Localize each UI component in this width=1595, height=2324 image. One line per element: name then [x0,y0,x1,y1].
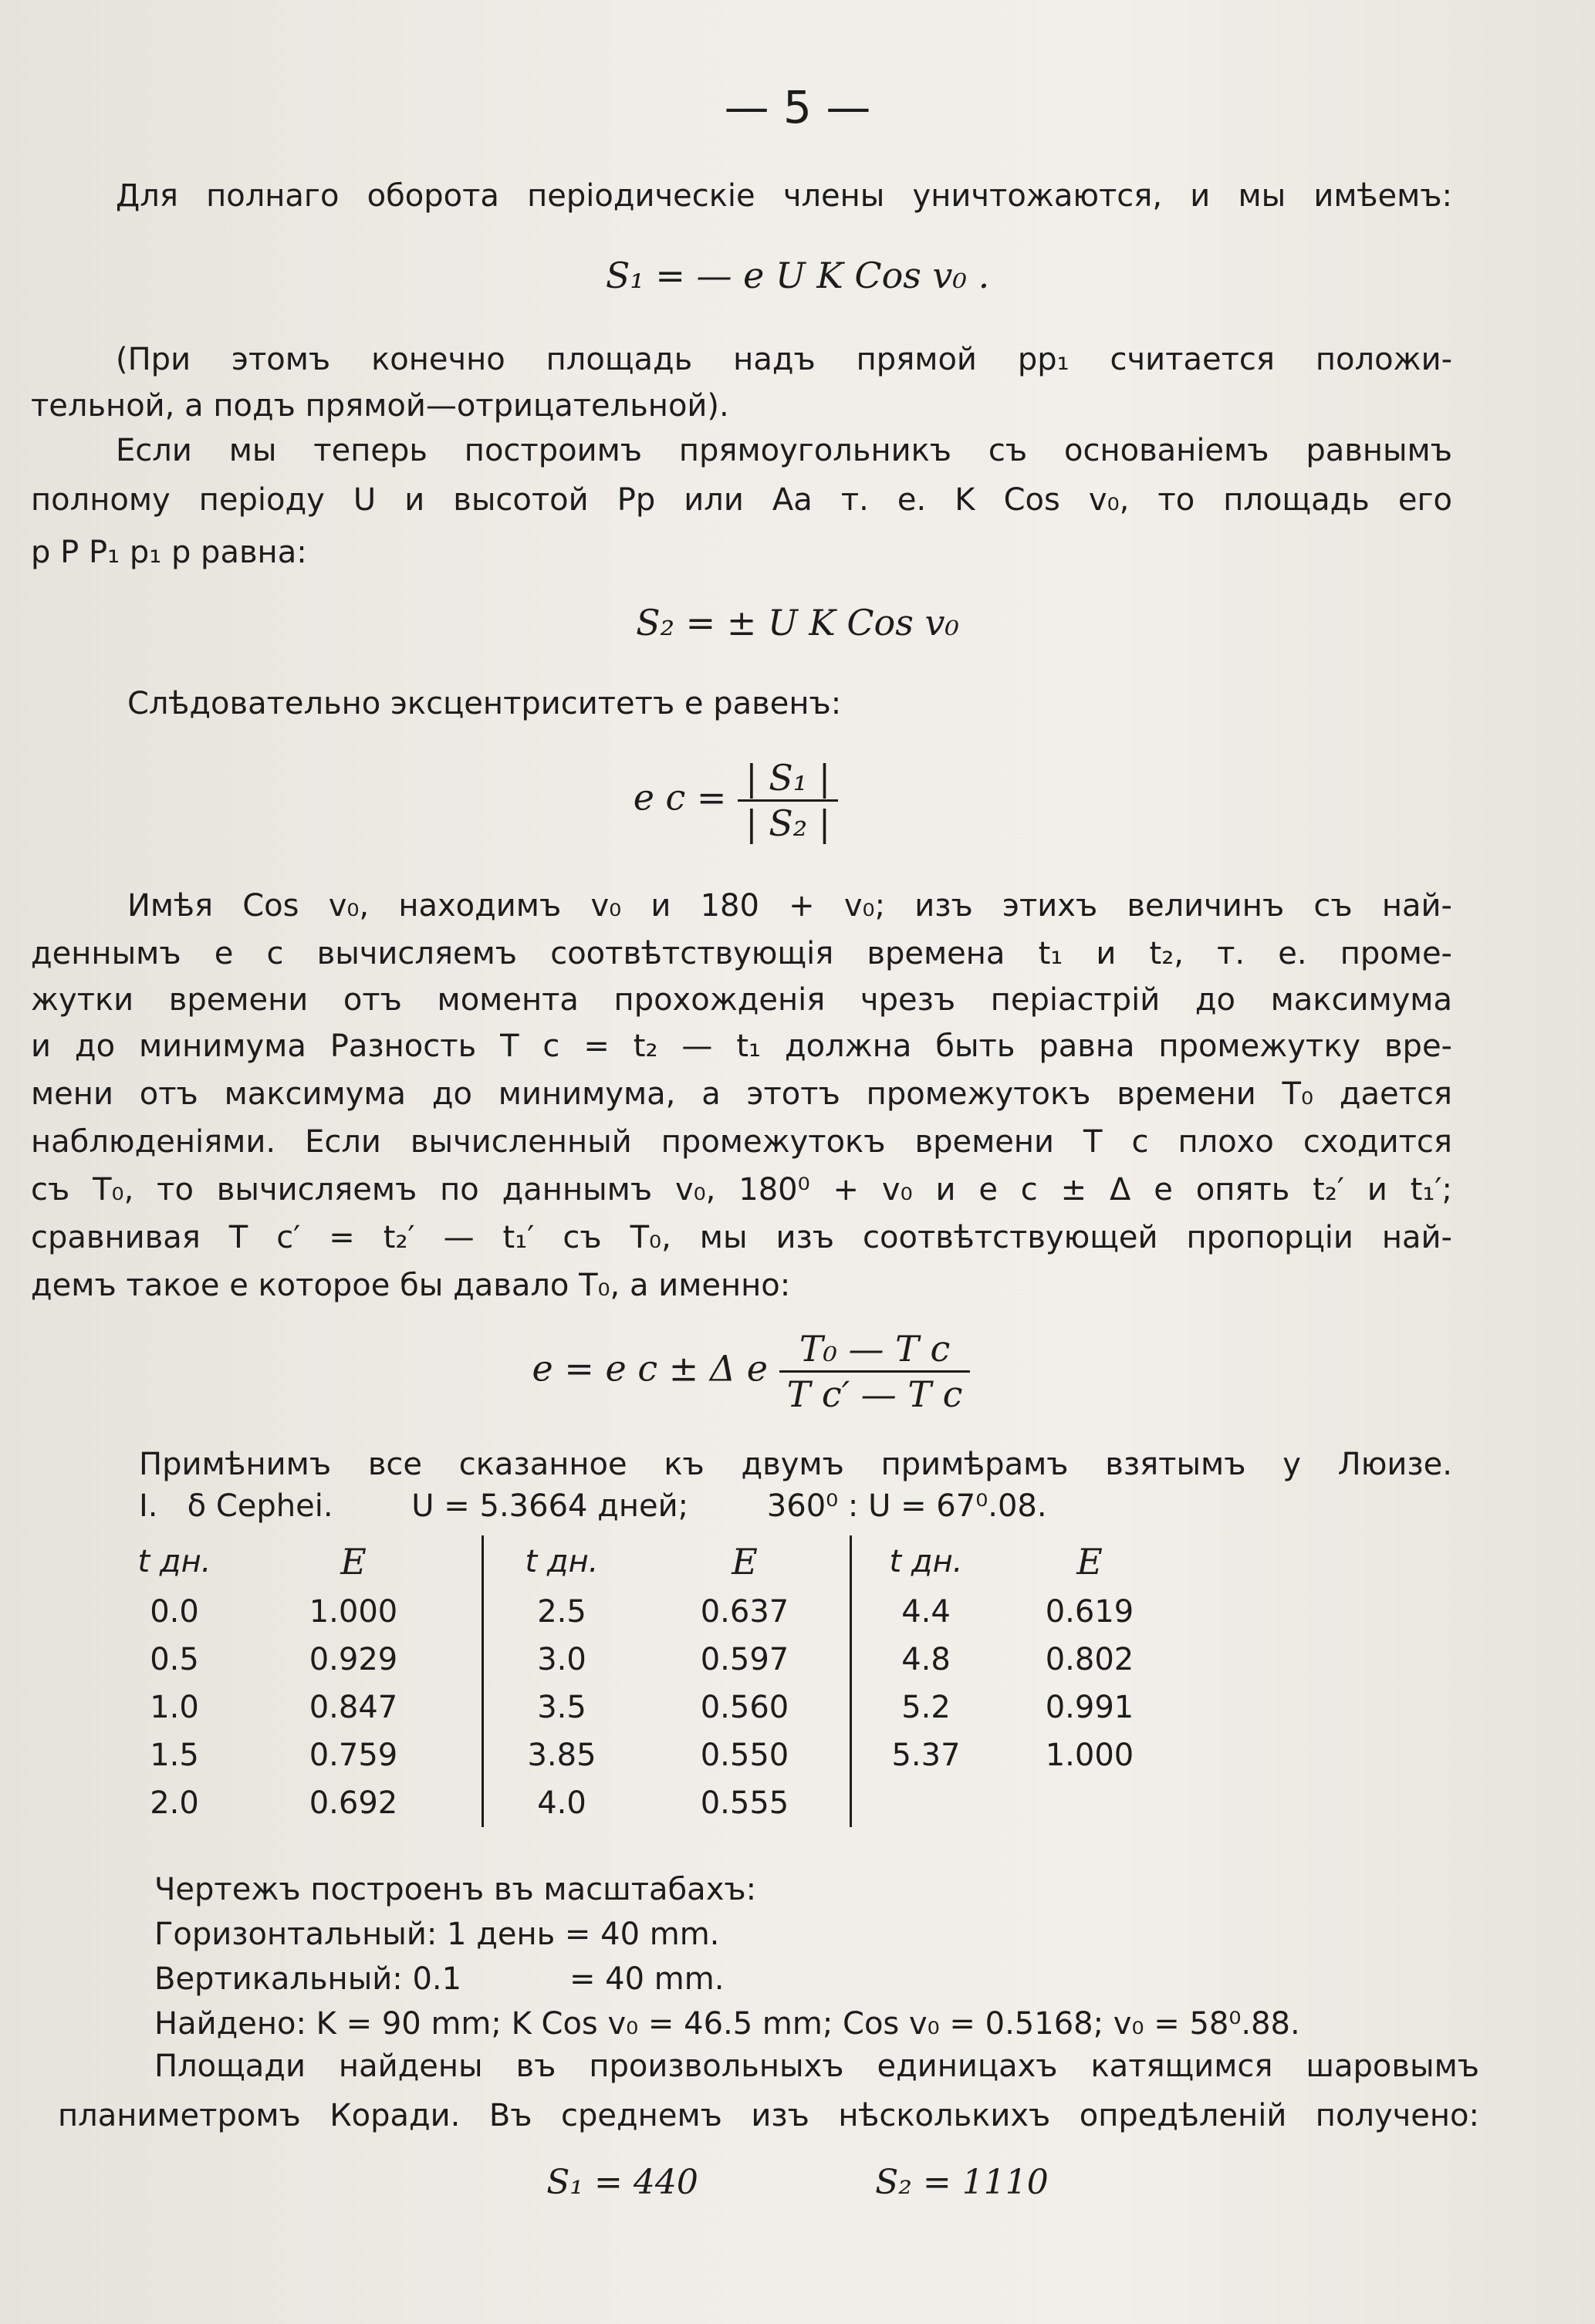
paragraph-line: наблюденіями. Если вычисленный промежутокъ времени T c плохо сходится [31,1124,1452,1160]
table-row [123,1779,1179,1827]
table-cell: 0.619 [1045,1594,1134,1630]
formula-e [0,1327,1549,1416]
paragraph-line: Площади найдены въ произвольныхъ единицахъ катящимся шаровымъ [154,2049,1479,2084]
paragraph-line: Имѣя Cos v₀, находимъ v₀ и 180 + v₀; изъ этихъ величинъ съ най- [127,888,1452,924]
table-cell: 0.560 [700,1690,789,1725]
table-cell: 4.8 [851,1636,1001,1684]
table-cell: 5.37 [851,1731,1001,1779]
formula-ec-left: e c = [633,776,727,819]
result-s2: S₂ = 1110 [875,2163,1049,2202]
table-cell: 0.597 [700,1642,789,1677]
table-cell: 4.4 [851,1588,1001,1636]
table-cell: 0.692 [309,1785,398,1821]
paragraph-line: p P P₁ p₁ p равна: [31,535,307,570]
table-cell: 5.2 [851,1684,1001,1731]
scale-line: Горизонтальный: 1 день = 40 mm. [154,1917,720,1952]
fraction-numerator: | S₁ | [738,756,838,802]
table-row [123,1731,1179,1779]
scale-line: Чертежъ построенъ въ масштабахъ: [154,1872,757,1907]
table-header-row [123,1535,1179,1588]
data-table [123,1535,1179,1827]
fraction [738,756,838,845]
paragraph-line: полному періоду U и высотой Pp или Aa т. е. K Cos v₀, то площадь его [31,482,1452,518]
formula-ec [0,756,1533,845]
paragraph-line: Для полнаго оборота періодическіе члены уничтожаются, и мы имѣемъ: [116,178,1452,214]
table-cell: 0.550 [700,1738,789,1773]
column-header: E [340,1541,367,1583]
result-s1: S₁ = 440 [546,2163,698,2202]
paragraph-line: Примѣнимъ все сказанное къ двумъ примѣрамъ взятымъ у Люизе. [139,1447,1452,1482]
column-header: t дн. [483,1535,640,1588]
table-cell [851,1779,1001,1827]
table-cell: 0.637 [700,1594,789,1630]
column-header: E [1076,1541,1103,1583]
paragraph-line: и до минимума Разность T c = t₂ — t₁ должна быть равна промежутку вре- [31,1029,1452,1064]
table-cell: 0.929 [309,1642,398,1677]
paragraph-line: деннымъ e c вычисляемъ соотвѣтствующія времена t₁ и t₂, т. е. проме- [31,936,1452,971]
table-cell: 1.000 [1045,1738,1134,1773]
fraction-numerator: T₀ — T c [779,1327,971,1373]
paragraph-line: планиметромъ Коради. Въ среднемъ изъ нѣсколькихъ опредѣленій получено: [58,2098,1479,2133]
paragraph-line: сравнивая T c′ = t₂′ — t₁′ съ T₀, мы изъ соотвѣтствующей пропорціи най- [31,1220,1452,1255]
column-header: t дн. [851,1535,1001,1588]
result-areas [0,2160,1595,2202]
page-number: — 5 — [724,81,871,133]
found-values-line: Найдено: K = 90 mm; K Cos v₀ = 46.5 mm; Cos v₀ = 0.5168; v₀ = 58⁰.88. [154,2006,1300,2042]
paragraph-line: (При этомъ конечно площадь надъ прямой pp₁ считается положи- [116,342,1452,377]
paragraph-line: съ T₀, то вычисляемъ по даннымъ v₀, 180⁰ + v₀ и e c ± Δ e опять t₂′ и t₁′; [31,1172,1452,1208]
table-row [123,1588,1179,1636]
formula-e-left: e = e c ± Δ e [532,1347,768,1390]
table-cell: 1.000 [309,1594,398,1630]
table-cell: 0.759 [309,1738,398,1773]
table-cell: 0.0 [150,1594,199,1630]
formula-s1: S₁ = — e U K Cos v₀ . [605,255,990,296]
table-cell: 0.847 [309,1690,398,1725]
example-header: I. δ Cephei. U = 5.3664 дней; 360⁰ : U = 67⁰.08. [139,1488,1047,1524]
column-header: t дн. [137,1544,211,1579]
paragraph-line: мени отъ максимума до минимума, а этотъ промежутокъ времени T₀ дается [31,1076,1452,1112]
table-cell [1000,1779,1179,1827]
table-cell: 2.5 [483,1588,640,1636]
fraction-denominator: T c′ — T c [786,1373,963,1415]
table-cell: 0.991 [1045,1690,1134,1725]
table-row [123,1636,1179,1684]
paragraph-line: Слѣдовательно эксцентриситетъ e равенъ: [127,686,842,721]
table-cell: 3.85 [483,1731,640,1779]
paragraph-line: Если мы теперь построимъ прямоугольникъ съ основаніемъ равнымъ [116,433,1452,468]
table-cell: 4.0 [483,1779,640,1827]
table-cell: 0.555 [700,1785,789,1821]
formula-s2: S₂ = ± U K Cos v₀ [636,602,959,643]
table-cell: 1.0 [150,1690,199,1725]
table-cell: 3.0 [483,1636,640,1684]
column-header: E [732,1541,758,1583]
scale-line: Вертикальный: 0.1 = 40 mm. [154,1961,725,1997]
fraction-denominator: | S₂ | [745,802,831,844]
table-cell: 0.802 [1045,1642,1134,1677]
table-cell: 1.5 [150,1738,199,1773]
table-cell: 0.5 [150,1642,199,1677]
paragraph-line: жутки времени отъ момента прохожденія чрезъ періастрій до максимума [31,982,1452,1018]
table-row [123,1684,1179,1731]
table-cell: 3.5 [483,1684,640,1731]
table-cell: 2.0 [150,1785,199,1821]
fraction [779,1327,971,1416]
paragraph-line: тельной, а подъ прямой—отрицательной). [31,388,729,424]
paragraph-line: демъ такое e которое бы давало T₀, а именно: [31,1268,791,1303]
